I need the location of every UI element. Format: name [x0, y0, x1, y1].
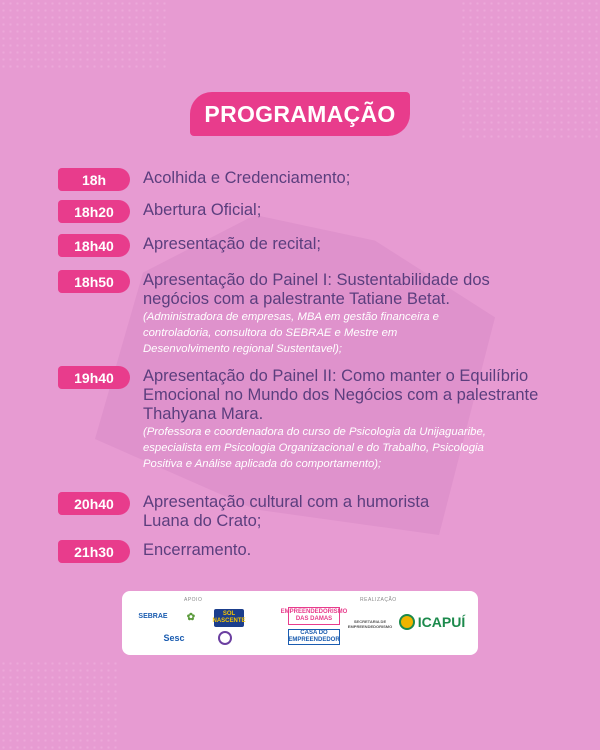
time-badge: 18h20 — [58, 200, 130, 223]
sebrae-logo: SEBRAE — [138, 612, 168, 620]
dot-pattern-top-right — [460, 0, 600, 140]
time-badge: 18h50 — [58, 270, 130, 293]
schedule-description: Apresentação cultural com a humorista Luana do Crato; — [143, 493, 430, 530]
schedule-description: Apresentação do Painel I: Sustentabilidade dos negócios com a palestrante Tatiane Betat. (Administradora de empresas, MBA em gestão financeira e controladoria, consultora do SEBRAE e Mestre em Desenvolvimento regional Sustentavel); — [143, 271, 490, 355]
leaf-logo: ✿ — [186, 611, 196, 623]
realizacao-label: REALIZAÇÃO — [360, 597, 397, 603]
badge-logo — [218, 631, 232, 645]
time-badge: 19h40 — [58, 366, 130, 389]
time-badge: 18h — [58, 168, 130, 191]
schedule-description: Encerramento. — [143, 541, 252, 559]
sesc-logo: Sesc — [163, 633, 185, 643]
schedule-description: Apresentação de recital; — [143, 235, 321, 253]
capui-seal-icon — [399, 614, 415, 630]
time-badge: 21h30 — [58, 540, 130, 563]
dot-pattern-top-left — [0, 0, 170, 70]
dot-pattern-bottom-left — [0, 660, 120, 750]
schedule-description: Acolhida e Credenciamento; — [143, 169, 351, 187]
capui-logo — [394, 611, 470, 633]
sponsors-card — [122, 591, 478, 655]
capui-logo-text: ICAPUÍ — [417, 614, 466, 630]
page-title: PROGRAMAÇÃO — [190, 92, 410, 136]
speaker-note: (Professora e coordenadora do curso de Psicologia da Unijaguaribe, especialista em Psicologia Organizacional e do Trabalho, Psicologia Positiva e Análise aplicada do comportamento); — [143, 426, 486, 470]
damas-logo: EMPREENDEDORISMO DAS DAMAS — [288, 607, 340, 625]
sol-logo: SOL NASCENTE — [214, 609, 244, 627]
speaker-note: (Administradora de empresas, MBA em gestão financeira e controladoria, consultora do SEBRAE e Mestre em Desenvolvimento regional Sustentavel); — [143, 311, 439, 355]
time-badge: 20h40 — [58, 492, 130, 515]
apoio-label: APOIO — [184, 597, 203, 603]
secretaria-logo: SECRETARIA DE EMPREENDEDORISMO — [347, 619, 393, 629]
schedule-description: Abertura Oficial; — [143, 201, 262, 219]
time-badge: 18h40 — [58, 234, 130, 257]
schedule-description: Apresentação do Painel II: Como manter o Equilíbrio Emocional no Mundo dos Negócios com a palestrante Thahyana Mara. (Professora e coordenadora do curso de Psicologia da Unijaguaribe, especialista em Psicologia Organizacional e do Trabalho, Psicologia Positiva e Análise aplicada do comportamento); — [143, 367, 539, 470]
casa-empreendedor-logo: CASA DO EMPREENDEDOR — [288, 630, 340, 643]
